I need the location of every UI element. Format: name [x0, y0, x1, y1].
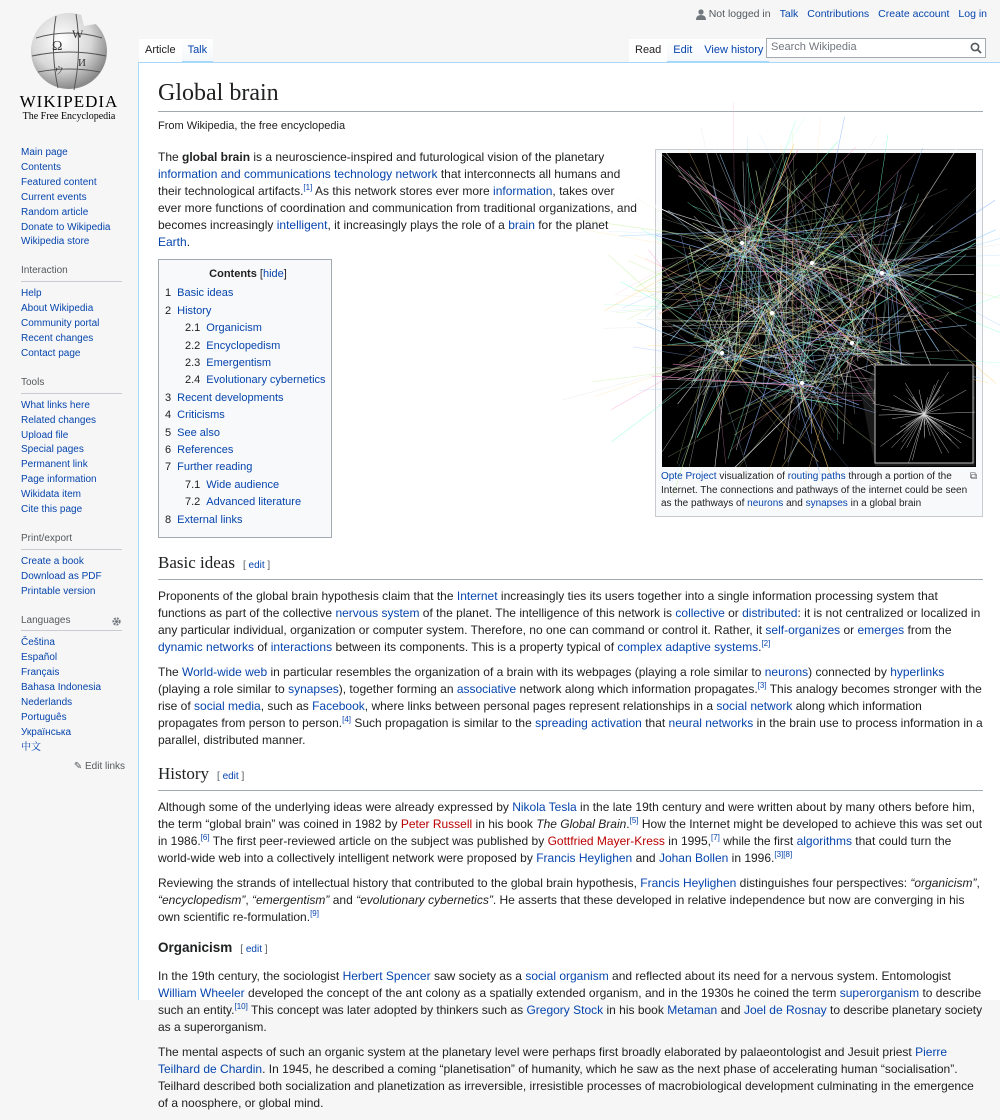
- wiki-link[interactable]: self-organizes: [765, 623, 840, 637]
- content-area: [138, 62, 1000, 1000]
- toc-label[interactable]: Emergentism: [206, 357, 271, 369]
- history-paragraph-2: Reviewing the strands of intellectual history that contributed to the global brain hypothesis, Francis Heylighen distinguishes four perspectives: “organicism”, “encyclopedism”, “emergentism” and “evolutionary cybernetics”. He asserts that these developed in relative independence but now are converging in his own scientific re-formulation.[9]: [158, 875, 983, 926]
- sidebar-item-permanent-link[interactable]: Permanent link: [21, 458, 125, 473]
- sidebar-navigation: [21, 146, 125, 250]
- wiki-link[interactable]: hyperlinks: [890, 665, 944, 679]
- wiki-link[interactable]: nervous system: [335, 606, 419, 620]
- wiki-link[interactable]: spreading activation: [535, 716, 642, 730]
- toc-label[interactable]: Recent developments: [177, 392, 283, 404]
- wikipedia-logo[interactable]: [10, 8, 128, 128]
- language-link-7[interactable]: 中文: [21, 741, 125, 756]
- toc-label[interactable]: History: [177, 305, 211, 317]
- edit-section-link[interactable]: edit: [223, 771, 239, 782]
- language-link-6[interactable]: Українська: [21, 726, 125, 741]
- wiki-link[interactable]: William Wheeler: [158, 986, 245, 1000]
- toc-item-basic-ideas[interactable]: [165, 285, 331, 302]
- sidebar-languages: [21, 614, 125, 775]
- sidebar-item-upload-file[interactable]: Upload file: [21, 429, 125, 444]
- print-heading: Print/export: [21, 532, 122, 550]
- toc-item-organicism[interactable]: [165, 320, 331, 337]
- search-icon[interactable]: [970, 42, 982, 54]
- toc-item-advanced-literature[interactable]: [165, 494, 331, 511]
- wiki-link[interactable]: interactions: [271, 640, 332, 654]
- pencil-icon: ✎: [74, 761, 82, 772]
- toc-label[interactable]: Criticisms: [177, 409, 225, 421]
- toc-number: 6: [165, 444, 171, 456]
- wiki-link[interactable]: synapses: [288, 682, 339, 696]
- toc-number: 2: [165, 305, 171, 317]
- toc-label[interactable]: Encyclopedism: [206, 340, 280, 352]
- language-link-portugu-s[interactable]: Português: [21, 711, 125, 726]
- italic-text: “organicism”: [910, 876, 976, 890]
- contributions-link[interactable]: Contributions: [807, 8, 869, 20]
- sidebar-item-about-wikipedia[interactable]: About Wikipedia: [21, 302, 125, 317]
- toc-number: 8: [165, 514, 171, 526]
- puzzle-globe-icon: [26, 8, 112, 94]
- log-in-link[interactable]: Log in: [958, 8, 987, 20]
- wiki-link[interactable]: social media: [194, 699, 261, 713]
- search-placeholder: Search Wikipedia: [771, 41, 857, 53]
- site-sub: From Wikipedia, the free encyclopedia: [158, 118, 983, 135]
- wiki-link[interactable]: Metaman: [667, 1003, 717, 1017]
- wiki-link[interactable]: associative: [457, 682, 516, 696]
- section-heading-history: History [ edit ]: [158, 763, 983, 791]
- namespace-tabs: [139, 39, 213, 62]
- wiki-link[interactable]: Opte Project: [661, 471, 717, 482]
- talk-link[interactable]: Talk: [780, 8, 799, 20]
- toc-item-recent-developments[interactable]: [165, 390, 331, 407]
- intro-paragraph: The global brain is a neuroscience-inspired and futurological vision of the planetary information and communications technology network that interconnects all humans and their technological artifacts.[1] As this network stores ever more information, takes over ever more functions of coordination and communication from traditional organizations, and becomes increasingly intelligent, it increasingly plays the role of a brain for the planet Earth.: [158, 149, 983, 251]
- internet-map-image[interactable]: [662, 153, 976, 467]
- toc-number: 7: [165, 461, 171, 473]
- sidebar-item-cite-this-page[interactable]: Cite this page: [21, 503, 125, 518]
- toc-title: Contents [hide]: [165, 266, 331, 283]
- citation-link[interactable]: [2]: [761, 639, 770, 648]
- toc-item-history[interactable]: [165, 303, 331, 320]
- interaction-heading: Interaction: [21, 264, 122, 282]
- toc-number: 1: [165, 287, 171, 299]
- wiki-link[interactable]: Johan Bollen: [659, 851, 728, 865]
- toc-item-emergentism[interactable]: [165, 355, 331, 372]
- wiki-link[interactable]: World-wide web: [182, 665, 267, 679]
- wiki-link[interactable]: neural networks: [669, 716, 754, 730]
- personal-tools: [696, 8, 987, 20]
- tab-read[interactable]: Read: [629, 39, 667, 62]
- wiki-link[interactable]: complex adaptive systems: [617, 640, 758, 654]
- sidebar-item-featured-content[interactable]: Featured content: [21, 176, 125, 191]
- sidebar-item-main-page[interactable]: Main page: [21, 146, 125, 161]
- wiki-link[interactable]: neurons: [747, 498, 783, 509]
- wiki-link[interactable]: Gregory Stock: [526, 1003, 603, 1017]
- citation-link[interactable]: [7]: [711, 833, 720, 842]
- tab-talk[interactable]: Talk: [182, 39, 214, 62]
- citation-link[interactable]: [5]: [630, 816, 639, 825]
- history-paragraph-1: Although some of the underlying ideas were already expressed by Nikola Tesla in the late 19th century and were written about by many others before him, the term “global brain” was coined in 1982 by Peter Russell in his book The Global Brain.[5] How the Internet might be developed to achieve this was set out in 1986.[6] The first peer-reviewed article on the subject was published by Gottfried Mayer-Kress in 1995,[7] while the first algorithms that could turn the world-wide web into a collectively intelligent network were proposed by Francis Heylighen and Johan Bollen in 1996.[3][8]: [158, 799, 983, 867]
- table-of-contents: [158, 259, 332, 538]
- citation-link[interactable]: [8]: [783, 850, 792, 859]
- sidebar-item-wikipedia-store[interactable]: Wikipedia store: [21, 235, 125, 250]
- citation-link[interactable]: [6]: [201, 833, 210, 842]
- wiki-link[interactable]: intelligent: [277, 218, 328, 232]
- languages-heading: Languages: [21, 614, 122, 632]
- wiki-link[interactable]: synapses: [806, 498, 848, 509]
- thumbnail-figure: [655, 149, 983, 517]
- wiki-link[interactable]: Herbert Spencer: [343, 969, 431, 983]
- language-link-espa-ol[interactable]: Español: [21, 651, 125, 666]
- italic-text: “emergentism”: [252, 893, 329, 907]
- toc-item-wide-audience[interactable]: [165, 477, 331, 494]
- tab-article[interactable]: Article: [139, 39, 182, 62]
- tools-heading: Tools: [21, 376, 122, 394]
- toc-label[interactable]: Wide audience: [206, 479, 279, 491]
- toc-hide-link[interactable]: hide: [263, 268, 284, 280]
- wiki-link[interactable]: Francis Heylighen: [640, 876, 736, 890]
- sidebar-item-special-pages[interactable]: Special pages: [21, 443, 125, 458]
- citation-link[interactable]: [1]: [303, 183, 312, 192]
- sidebar-item-help[interactable]: Help: [21, 287, 125, 302]
- language-link-e-tina[interactable]: Čeština: [21, 636, 125, 651]
- toc-item-evolutionary-cybernetics[interactable]: [165, 372, 331, 389]
- redlink[interactable]: Gottfried Mayer-Kress: [548, 834, 665, 848]
- sidebar-item-related-changes[interactable]: Related changes: [21, 414, 125, 429]
- citation-link[interactable]: [3]: [774, 850, 783, 859]
- toc-number: 7.1: [185, 479, 200, 491]
- toc-number: 2.4: [185, 374, 200, 386]
- toc-label[interactable]: Further reading: [177, 461, 252, 473]
- citation-link[interactable]: [4]: [342, 715, 351, 724]
- wiki-link[interactable]: Earth: [158, 235, 187, 249]
- sidebar: [21, 146, 125, 789]
- italic-text: “evolutionary cybernetics”: [356, 893, 493, 907]
- page-title: Global brain: [158, 78, 983, 112]
- wiki-link[interactable]: Facebook: [312, 699, 365, 713]
- toc-number: 7.2: [185, 496, 200, 508]
- wiki-link[interactable]: algorithms: [797, 834, 852, 848]
- enlarge-icon[interactable]: ⧉: [970, 470, 977, 484]
- wiki-link[interactable]: superorganism: [840, 986, 919, 1000]
- basic-ideas-paragraph-1: Proponents of the global brain hypothesis claim that the Internet increasingly ties its users together into a single information processing system that functions as part of the collective nervous system of the planet. The intelligence of this network is collective or distributed: it is not centralized or localized in any particular individual, organization or computer system. Therefore, no one can command or control it. Rather, it self-organizes or emerges from the dynamic networks of interactions between its components. This is a property typical of complex adaptive systems.[2]: [158, 588, 983, 656]
- wiki-link[interactable]: collective: [675, 606, 724, 620]
- italic-text: The Global Brain: [536, 817, 626, 831]
- wiki-link[interactable]: Francis Heylighen: [536, 851, 632, 865]
- sidebar-item-current-events[interactable]: Current events: [21, 191, 125, 206]
- toc-item-see-also[interactable]: [165, 425, 331, 442]
- toc-label[interactable]: References: [177, 444, 233, 456]
- toc-label[interactable]: Evolutionary cybernetics: [206, 374, 325, 386]
- toc-number: 2.2: [185, 340, 200, 352]
- create-account-link[interactable]: Create account: [878, 8, 949, 20]
- toc-number: 3: [165, 392, 171, 404]
- toc-item-criticisms[interactable]: [165, 407, 331, 424]
- citation-link[interactable]: [9]: [310, 909, 319, 918]
- redlink[interactable]: Peter Russell: [401, 817, 472, 831]
- basic-ideas-paragraph-2: The World-wide web in particular resembles the organization of a brain with its webpages (playing a role similar to neurons) connected by hyperlinks (playing a role similar to synapses), together forming an associative network along which information propagates.[3] This analogy becomes stronger with the rise of social media, such as Facebook, where links between personal pages represent relationships in a social network along which information propagates from person to person.[4] Such propagation is similar to the spreading activation that neural networks in the brain use to process information in a parallel, distributed manner.: [158, 664, 983, 749]
- wiki-link[interactable]: distributed: [742, 606, 797, 620]
- toc-number: 2.3: [185, 357, 200, 369]
- bold-term: global brain: [182, 150, 250, 164]
- toc-number: 2.1: [185, 322, 200, 334]
- view-tabs: [629, 39, 769, 62]
- italic-text: “encyclopedism”: [158, 893, 245, 907]
- wiki-link[interactable]: social organism: [525, 969, 608, 983]
- sidebar-item-wikidata-item[interactable]: Wikidata item: [21, 488, 125, 503]
- logo-wordmark: WIKIPEDIA: [10, 92, 128, 112]
- toc-label[interactable]: Advanced literature: [206, 496, 301, 508]
- language-link-fran-ais[interactable]: Français: [21, 666, 125, 681]
- toc-item-encyclopedism[interactable]: [165, 338, 331, 355]
- toc-label[interactable]: See also: [177, 427, 220, 439]
- sidebar-item-what-links-here[interactable]: What links here: [21, 399, 125, 414]
- tab-view-history[interactable]: View history: [698, 39, 769, 62]
- edit-section-link[interactable]: edit: [249, 560, 265, 571]
- language-link-nederlands[interactable]: Nederlands: [21, 696, 125, 711]
- tab-edit[interactable]: Edit: [667, 39, 698, 62]
- edit-section-link[interactable]: edit: [246, 944, 262, 955]
- toc-label[interactable]: Basic ideas: [177, 287, 233, 299]
- sidebar-item-contact-page[interactable]: Contact page: [21, 347, 125, 362]
- svg-text:Ω: Ω: [52, 39, 62, 54]
- wiki-link[interactable]: brain: [508, 218, 535, 232]
- toc-number: 4: [165, 409, 171, 421]
- wiki-link[interactable]: Pierre Teilhard de Chardin: [158, 1045, 947, 1076]
- sidebar-item-donate-to-wikipedia[interactable]: Donate to Wikipedia: [21, 221, 125, 236]
- logo-tagline: The Free Encyclopedia: [10, 111, 128, 122]
- sidebar-item-random-article[interactable]: Random article: [21, 206, 125, 221]
- sidebar-item-community-portal[interactable]: Community portal: [21, 317, 125, 332]
- wiki-link[interactable]: information and communications technology network: [158, 167, 437, 181]
- wiki-link[interactable]: routing paths: [788, 471, 846, 482]
- language-link-bahasa-indonesia[interactable]: Bahasa Indonesia: [21, 681, 125, 696]
- wiki-link[interactable]: Nikola Tesla: [512, 800, 576, 814]
- gear-icon[interactable]: [111, 616, 122, 627]
- sidebar-item-printable-version[interactable]: Printable version: [21, 585, 125, 600]
- toc-item-external-links[interactable]: [165, 512, 331, 529]
- wiki-link[interactable]: information: [493, 184, 552, 198]
- toc-item-further-reading[interactable]: [165, 459, 331, 476]
- sidebar-tools: [21, 376, 125, 518]
- organicism-paragraph-2: The mental aspects of such an organic system at the planetary level were perhaps first broadly elaborated by palaeontologist and Jesuit priest Pierre Teilhard de Chardin. In 1945, he described a coming “planetisation” of humanity, which he saw as the next phase of accelerating human “socialisation”. Teilhard described both socialization and planetization as irreversible, irresistible processes of macrobiological development culminating in the emergence of a noosphere, or global mind.: [158, 1044, 983, 1112]
- wiki-link[interactable]: Joel de Rosnay: [744, 1003, 827, 1017]
- wiki-link[interactable]: neurons: [765, 665, 808, 679]
- sidebar-item-page-information[interactable]: Page information: [21, 473, 125, 488]
- sidebar-print: [21, 532, 125, 600]
- not-logged-in: Not logged in: [696, 8, 771, 20]
- sidebar-interaction: [21, 264, 125, 361]
- svg-text:ウ: ウ: [54, 65, 64, 77]
- section-heading-basic-ideas: Basic ideas [ edit ]: [158, 552, 983, 580]
- citation-link[interactable]: [10]: [235, 1002, 248, 1011]
- user-icon: [696, 9, 706, 20]
- toc-item-references[interactable]: [165, 442, 331, 459]
- toc-label[interactable]: External links: [177, 514, 242, 526]
- citation-link[interactable]: [3]: [758, 681, 767, 690]
- sidebar-item-contents[interactable]: Contents: [21, 161, 125, 176]
- section-heading-organicism: Organicism [ edit ]: [158, 938, 983, 960]
- organicism-paragraph-1: In the 19th century, the sociologist Herbert Spencer saw society as a social organism and reflected about its need for a nervous system. Entomologist William Wheeler developed the concept of the ant colony as a spatially extended organism, and in the 1930s he coined the term superorganism to describe such an entity.[10] This concept was later adopted by thinkers such as Gregory Stock in his book Metaman and Joel de Rosnay to describe planetary society as a superorganism.: [158, 968, 983, 1036]
- sidebar-item-download-as-pdf[interactable]: Download as PDF: [21, 570, 125, 585]
- thumbnail-caption: ⧉ Opte Project visualization of routing paths through a portion of the Internet. The connections and pathways of the internet could be seen as the pathways of neurons and synapses in a global brain: [659, 467, 979, 513]
- wiki-link[interactable]: emerges: [857, 623, 904, 637]
- edit-links[interactable]: ✎ Edit links: [21, 760, 125, 775]
- wiki-link[interactable]: Internet: [457, 589, 498, 603]
- sidebar-item-create-a-book[interactable]: Create a book: [21, 555, 125, 570]
- sidebar-item-recent-changes[interactable]: Recent changes: [21, 332, 125, 347]
- toc-number: 5: [165, 427, 171, 439]
- search-input[interactable]: [766, 38, 986, 58]
- svg-text:W: W: [72, 27, 84, 41]
- svg-text:И: И: [78, 57, 86, 69]
- wiki-link[interactable]: social network: [716, 699, 792, 713]
- toc-label[interactable]: Organicism: [206, 322, 262, 334]
- wiki-link[interactable]: dynamic networks: [158, 640, 254, 654]
